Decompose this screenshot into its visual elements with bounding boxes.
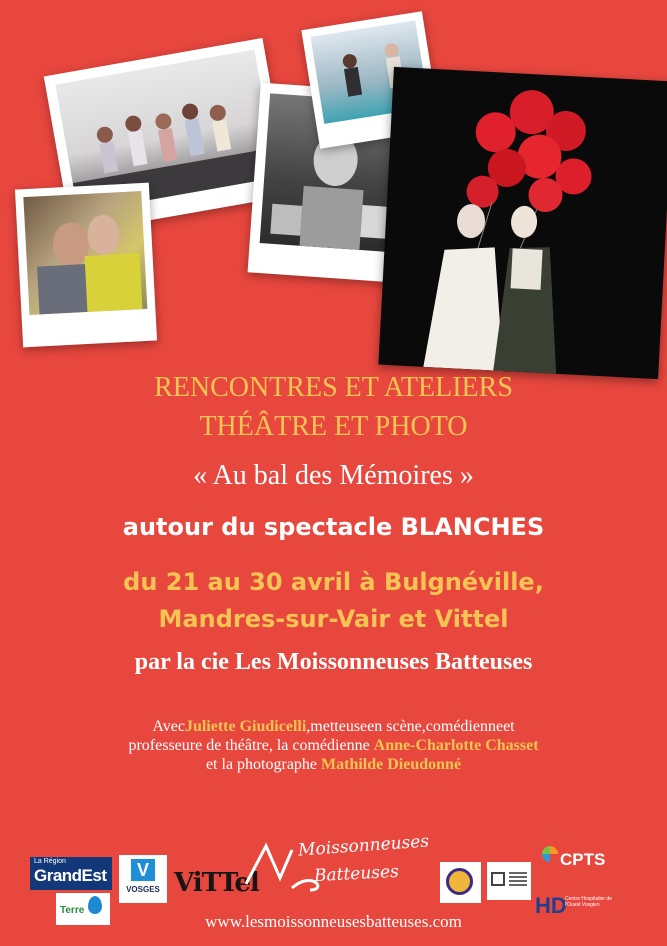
hd-mark: HD <box>535 893 567 918</box>
polaroid-hug <box>15 183 157 348</box>
cpts-label: CPTS <box>560 850 606 869</box>
dates-line-2: Mandres-sur-Vair et Vittel <box>158 605 509 633</box>
terre-label: Terre <box>60 905 85 916</box>
cpts-logo <box>540 844 610 884</box>
company-line: par la cie Les Moissonneuses Batteuses <box>134 649 533 675</box>
credits-avec: Avec <box>152 718 185 735</box>
company-logo-line-2: Batteuses <box>313 861 400 887</box>
region-big-label: GrandEst <box>34 866 107 885</box>
institution-icon <box>491 872 505 886</box>
seal-icon <box>446 868 473 895</box>
vosges-logo <box>119 855 167 903</box>
region-grand-est-logo <box>30 857 112 890</box>
credits-line-1 <box>40 717 627 736</box>
vosges-label: VOSGES <box>126 885 160 894</box>
cpts-petals-icon <box>542 846 558 862</box>
region-small-label: La Région <box>34 858 66 865</box>
credits-name-1: Juliette Giudicelli <box>184 718 307 735</box>
photo-red-balloons <box>378 67 667 379</box>
company-logo-line-1: Moissonneuses <box>297 831 430 861</box>
credits-name-2: Anne-Charlotte Chasset <box>373 737 539 754</box>
credits-role-1b: professeure de théâtre, la comédienne <box>128 737 370 754</box>
around-show-text: autour du spectacle BLANCHES <box>122 513 545 541</box>
photo-hug <box>23 191 147 315</box>
vosges-letter: V <box>131 859 155 881</box>
event-subtitle: « Au bal des Mémoires » <box>193 460 474 491</box>
headline-line-2: THÉÂTRE ET PHOTO <box>199 411 468 442</box>
website-url: www.lesmoissonneusesbatteuses.com <box>205 912 462 931</box>
credits-line-3 <box>40 755 627 774</box>
credits-name-3: Mathilde Dieudonné <box>321 756 462 773</box>
institution-text-lines <box>509 872 527 886</box>
credits-role-1: ,metteuseen scène,comédienneet <box>306 718 515 735</box>
headline-line-1: RENCONTRES ET ATELIERS <box>154 372 513 403</box>
vittel-logo: ViTTel <box>174 868 259 898</box>
credits-role-2: et la photographe <box>205 756 318 773</box>
partner-seal-logo <box>440 862 481 903</box>
company-logo <box>240 832 430 894</box>
partner-institution-logo <box>487 862 531 900</box>
credits-line-2 <box>40 736 627 755</box>
hospital-name: Centre Hospitalier de l'Ouest Vosgien <box>565 896 612 908</box>
dates-line-1: du 21 au 30 avril à Bulgnéville, <box>123 568 544 596</box>
